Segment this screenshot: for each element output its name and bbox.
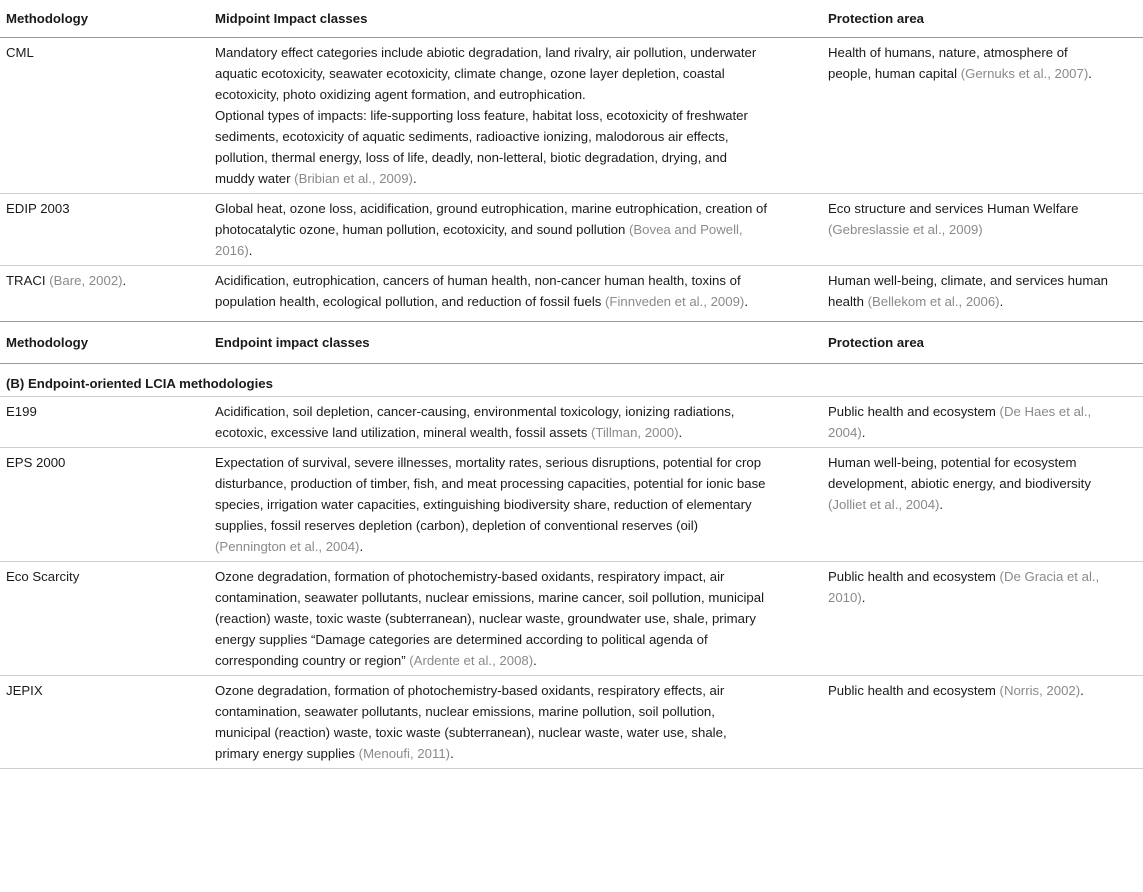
protection-citation: (De Haes et al., 2004): [828, 404, 1092, 440]
table-row: [0, 266, 1143, 322]
methodology-citation: (Bare, 2002): [49, 273, 123, 288]
impact-classes-cell: [209, 266, 822, 322]
impact-citation: (Bovea and Powell, 2016): [215, 222, 743, 258]
endpoint-header-impact: Endpoint impact classes: [209, 322, 822, 364]
methodology-name: TRACI: [6, 273, 50, 288]
protection-area-cell: [822, 38, 1143, 194]
methodology-cell: [0, 676, 209, 769]
midpoint-header-protection: Protection area: [822, 0, 1143, 38]
protection-area-cell: [822, 266, 1143, 322]
impact-text: Ozone degradation, formation of photochemistry-based oxidants, respiratory effects, air contamination, seawater pollutants, nuclear emissions, marine pollution, soil pollution, municipal (reaction) waste, toxic waste (subterranean), nuclear waste, water use, shale, primary energy supplies: [215, 683, 727, 761]
protection-area-cell: [822, 397, 1143, 448]
protection-text: Human well-being, climate, and services human health: [828, 273, 1108, 309]
protection-text: .: [1080, 683, 1084, 698]
table-row: [0, 38, 1143, 194]
methodology-name: Eco Scarcity: [6, 569, 80, 584]
protection-text: Public health and ecosystem: [828, 569, 1000, 584]
protection-text: Eco structure and services Human Welfare: [828, 201, 1079, 216]
protection-area-cell: [822, 448, 1143, 562]
table-row: [0, 448, 1143, 562]
methodology-cell: [0, 38, 209, 194]
impact-text: .: [248, 243, 253, 258]
impact-text: .: [678, 425, 683, 440]
table-row: [0, 562, 1143, 676]
endpoint-header-protection: Protection area: [822, 322, 1143, 364]
protection-citation: (De Gracia et al., 2010): [828, 569, 1100, 605]
impact-citation: (Menoufi, 2011): [358, 746, 451, 761]
impact-text: Mandatory effect categories include abiotic degradation, land rivalry, air pollution, underwater aquatic ecotoxicity, seawater ecotoxicity, climate change, ozone layer depletion, coastal ecotoxicity, photo oxidizing agent formation, and eutrophication.: [215, 45, 757, 102]
methodology-cell: [0, 562, 209, 676]
impact-text: Global heat, ozone loss, acidification, ground eutrophication, marine eutrophication, creation of photocatalytic ozone, human pollution, ecotoxicity, and sound pollution: [215, 201, 768, 237]
methodology-name: JEPIX: [6, 683, 43, 698]
table-row: [0, 676, 1143, 769]
impact-text: Expectation of survival, severe illnesses, mortality rates, serious disruptions, potential for crop disturbance, production of timber, fish, and meat processing capacities, potential for ionic base species, irrigation water capacities, extinguishing biodiversity share, reduction of elementary supplies, fossil reserves depletion (carbon), depletion of conventional reserves (oil): [215, 455, 766, 533]
protection-text: .: [1088, 66, 1092, 81]
impact-text: Ozone degradation, formation of photochemistry-based oxidants, respiratory impact, air contamination, seawater pollutants, nuclear emissions, marine cancer, soil pollution, municipal (reaction) waste, toxic waste (subterranean), nuclear waste, groundwater use, shale, primary energy supplies “Damage categories are determined according to political agenda of corresponding country or region”: [215, 569, 765, 668]
impact-text: .: [533, 653, 537, 668]
methodology-name: EPS 2000: [6, 455, 66, 470]
midpoint-header-methodology: Methodology: [0, 0, 209, 38]
protection-text: .: [999, 294, 1004, 309]
protection-text: .: [861, 590, 866, 605]
protection-text: Public health and ecosystem: [828, 683, 1000, 698]
protection-citation: (Norris, 2002): [999, 683, 1081, 698]
impact-text: Acidification, soil depletion, cancer-causing, environmental toxicology, ionizing radiations, ecotoxic, excessive land utilization, mineral wealth, fossil assets: [215, 404, 735, 440]
methodology-cell: [0, 448, 209, 562]
protection-citation: (Jolliet et al., 2004): [828, 497, 940, 512]
protection-citation: (Gebreslassie et al., 2009): [828, 222, 983, 237]
section-row: [0, 364, 1143, 397]
impact-text: Acidification, eutrophication, cancers of human health, non-cancer human health, toxins of population health, ecological pollution, and reduction of fossil fuels: [215, 273, 741, 309]
endpoint-header-group: [0, 322, 1143, 397]
midpoint-table-body: [0, 38, 1143, 322]
impact-text: .: [412, 171, 417, 186]
protection-area-cell: [822, 562, 1143, 676]
impact-citation: (Pennington et al., 2004): [215, 539, 360, 554]
methodology-cell: [0, 266, 209, 322]
methodology-name: EDIP 2003: [6, 201, 70, 216]
impact-text: .: [450, 746, 454, 761]
protection-citation: (Gernuks et al., 2007): [960, 66, 1089, 81]
impact-text: .: [744, 294, 748, 309]
impact-citation: (Bribian et al., 2009): [294, 171, 413, 186]
section-label: (B) Endpoint-oriented LCIA methodologies: [0, 364, 1143, 397]
protection-text: .: [939, 497, 944, 512]
protection-text: Public health and ecosystem: [828, 404, 1000, 419]
methodology-cell: [0, 194, 209, 266]
midpoint-header-impact: Midpoint Impact classes: [209, 0, 822, 38]
protection-area-cell: [822, 676, 1143, 769]
protection-text: Human well-being, potential for ecosystem development, abiotic energy, and biodiversity: [828, 455, 1091, 491]
impact-citation: (Tillman, 2000): [591, 425, 679, 440]
methodology-name: E199: [6, 404, 37, 419]
methodology-text: .: [122, 273, 127, 288]
impact-classes-cell: [209, 676, 822, 769]
impact-citation: (Ardente et al., 2008): [409, 653, 534, 668]
table-row: [0, 397, 1143, 448]
impact-citation: (Finnveden et al., 2009): [605, 294, 745, 309]
endpoint-header-methodology: Methodology: [0, 322, 209, 364]
endpoint-table-body: [0, 397, 1143, 769]
midpoint-header-row: [0, 0, 1143, 38]
methodology-name: CML: [6, 45, 34, 60]
protection-citation: (Bellekom et al., 2006): [867, 294, 1000, 309]
methodology-cell: [0, 397, 209, 448]
impact-classes-cell: [209, 448, 822, 562]
impact-classes-cell: [209, 562, 822, 676]
impact-classes-cell: [209, 397, 822, 448]
impact-text: .: [359, 539, 364, 554]
protection-area-cell: [822, 194, 1143, 266]
protection-text: .: [861, 425, 866, 440]
table-row: [0, 194, 1143, 266]
endpoint-header-row: [0, 322, 1143, 364]
protection-text: Health of humans, nature, atmosphere of people, human capital: [828, 45, 1068, 81]
impact-classes-cell: [209, 194, 822, 266]
impact-classes-cell: [209, 38, 822, 194]
impact-text: Optional types of impacts: life-supporting loss feature, habitat loss, ecotoxicity of freshwater sediments, ecotoxicity of aquatic sediments, radioactive ionizing, malodorous air effects, pollution, thermal energy, loss of life, deadly, non-letteral, biotic degradation, drying, and muddy water: [215, 108, 748, 186]
